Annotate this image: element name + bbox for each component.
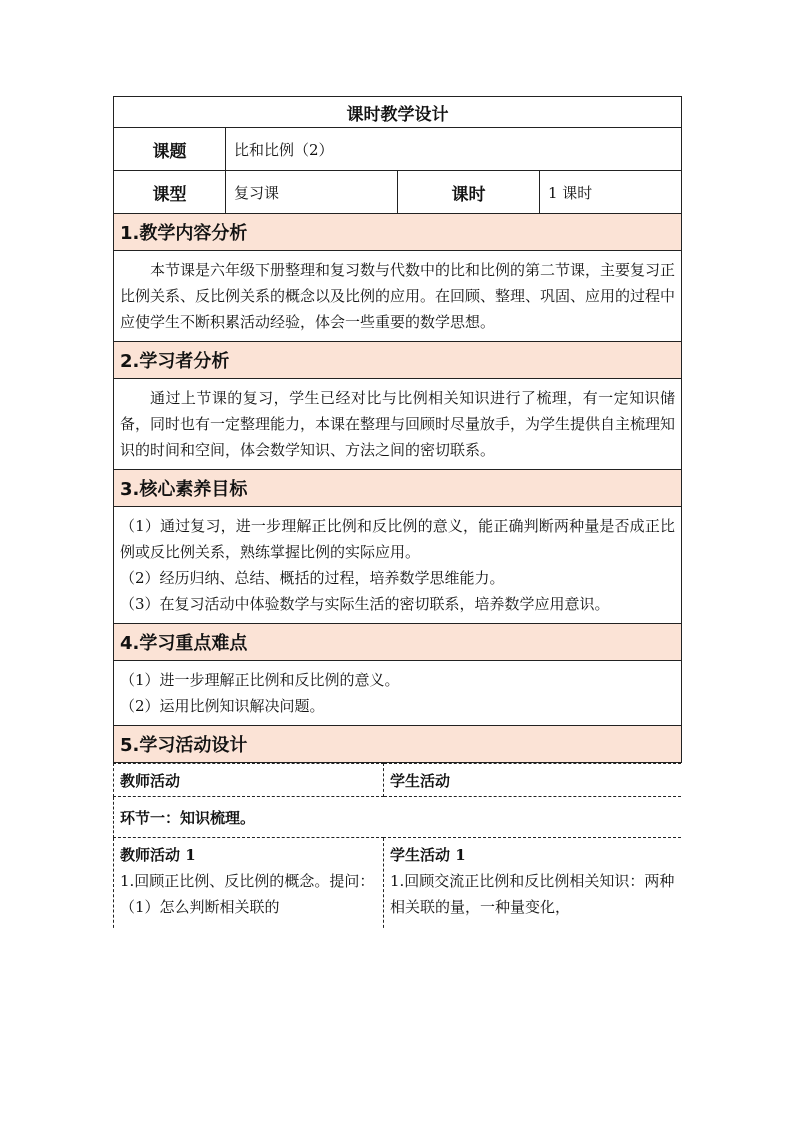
type-label: 课型	[114, 171, 226, 214]
lesson-design-page	[113, 96, 681, 928]
activities-table-wrap	[113, 763, 681, 928]
section-heading-key-points: 4.学习重点难点	[114, 624, 682, 661]
document-title: 课时教学设计	[114, 97, 682, 128]
type-value: 复习课	[226, 171, 398, 214]
topic-value: 比和比例（2）	[226, 128, 682, 171]
section-body-content-analysis	[114, 251, 682, 342]
paragraph: （1）通过复习，进一步理解正比例和反比例的意义，能正确判断两种量是否成正比例或反比例关系，熟练掌握比例的实际应用。	[120, 517, 675, 561]
section-heading-activities: 5.学习活动设计	[114, 726, 682, 763]
paragraph: （2）运用比例知识解决问题。	[120, 697, 325, 715]
student-activity-text: 1.回顾交流正比例和反比例相关知识：两种相关联的量，一种量变化，	[390, 872, 675, 916]
teacher-column-header: 教师活动	[114, 764, 384, 797]
paragraph: 本节课是六年级下册整理和复习数与代数中的比和比例的第二节课，主要复习正比例关系、反比例关系的概念以及比例的应用。在回顾、整理、巩固、应用的过程中应使学生不断积累活动经验，体会一些重要的数学思想。	[120, 261, 676, 331]
activities-table	[113, 763, 681, 928]
section-body-learner-analysis	[114, 379, 682, 470]
lesson-plan-table	[113, 96, 682, 763]
section-body-core-goals	[114, 507, 682, 624]
paragraph: （2）经历归纳、总结、概括的过程，培养数学思维能力。	[120, 569, 505, 587]
topic-label: 课题	[114, 128, 226, 171]
period-value: 1 课时	[540, 171, 682, 214]
section-heading-core-goals: 3.核心素养目标	[114, 470, 682, 507]
section-body-key-points	[114, 661, 682, 726]
stage-title: 环节一：知识梳理。	[114, 797, 682, 838]
student-activity-cell	[384, 838, 682, 929]
teacher-activity-cell	[114, 838, 384, 929]
period-label: 课时	[398, 171, 540, 214]
student-activity-title: 学生活动 1	[390, 846, 466, 864]
section-heading-learner-analysis: 2.学习者分析	[114, 342, 682, 379]
student-column-header: 学生活动	[384, 764, 682, 797]
paragraph: （3）在复习活动中体验数学与实际生活的密切联系，培养数学应用意识。	[120, 595, 610, 613]
paragraph: 通过上节课的复习，学生已经对比与比例相关知识进行了梳理，有一定知识储备，同时也有一定整理能力，本课在整理与回顾时尽量放手，为学生提供自主梳理知识的时间和空间，体会数学知识、方法之间的密切联系。	[120, 389, 676, 459]
section-heading-content-analysis: 1.教学内容分析	[114, 214, 682, 251]
paragraph: （1）进一步理解正比例和反比例的意义。	[120, 671, 400, 689]
teacher-activity-text: 1.回顾正比例、反比例的概念。提问：（1）怎么判断相关联的	[120, 872, 375, 916]
teacher-activity-title: 教师活动 1	[120, 846, 196, 864]
